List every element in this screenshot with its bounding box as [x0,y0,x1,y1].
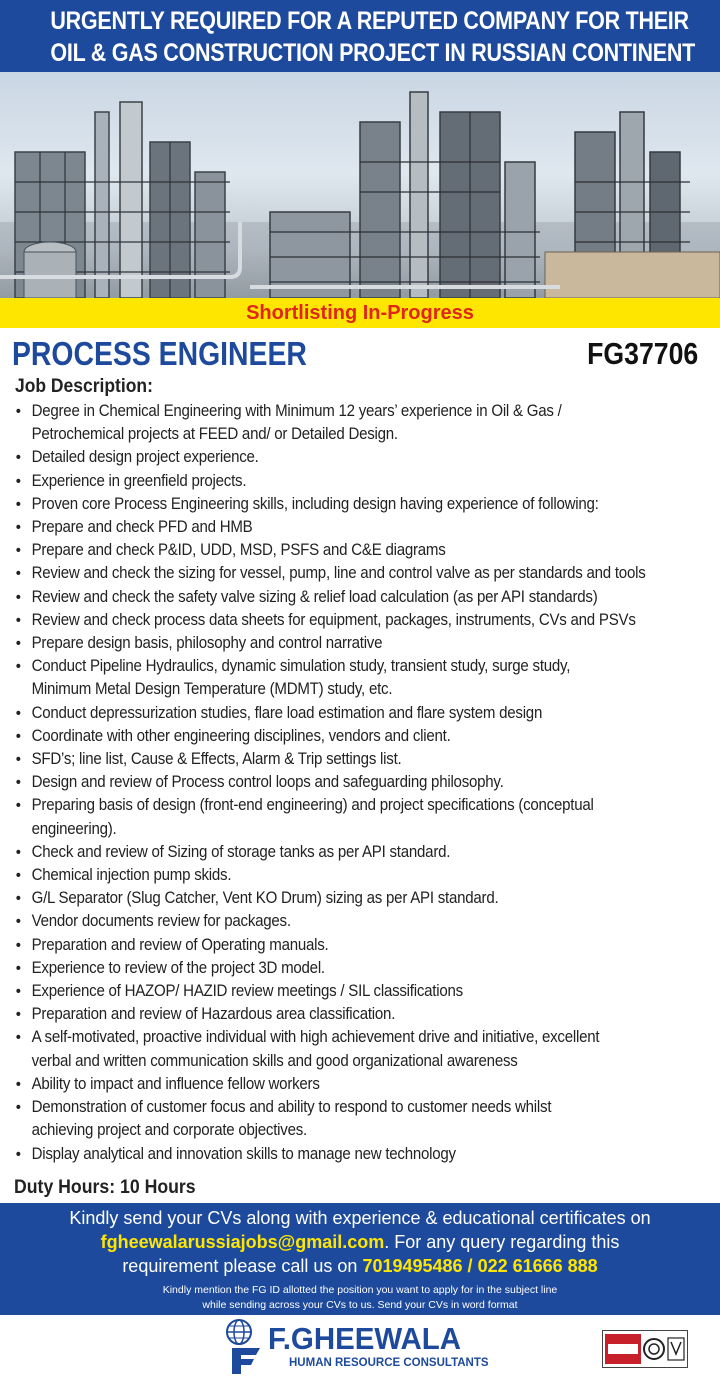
apply-instructions [0,1203,720,1315]
job-description-text: Conduct depressurization studies, flare load estimation and flare system design [31,703,543,722]
job-description-text: Chemical injection pump skids. [31,866,232,885]
job-description-item [13,539,710,562]
job-description-text: Preparing basis of design (front-end engineering) and project specifications (conceptual [31,796,594,815]
job-description-text: Design and review of Process control loops and safeguarding philosophy. [31,773,504,792]
job-description-text: Check and review of Sizing of storage tanks as per API standard. [31,842,451,861]
job-description-text: A self-motivated, proactive individual with high achievement drive and initiative, excellent [31,1028,600,1047]
bullet-icon: • [15,890,21,908]
job-description-item [13,400,710,423]
job-description-text: Review and check the safety valve sizing & relief load calculation (as per API standards) [31,587,598,606]
bullet-icon: • [15,449,21,467]
job-description-text: Display analytical and innovation skills to manage new technology [31,1144,456,1163]
job-description-text: verbal and written communication skills and good organizational awareness [31,1051,518,1070]
job-code: FG37706 [586,336,698,371]
bullet-icon: • [15,843,21,861]
job-description-text: Experience in greenfield projects. [31,471,247,490]
job-description-item [13,493,710,516]
job-title: PROCESS ENGINEER [12,335,307,372]
apply-line-3-pre: requirement please call us on [122,1256,363,1276]
refinery-illustration-icon [0,72,720,298]
bullet-icon: • [15,867,21,885]
job-description-text: Degree in Chemical Engineering with Minimum 12 years’ experience in Oil & Gas / [31,402,562,420]
job-description-text: Prepare design basis, philosophy and control narrative [31,634,383,653]
apply-note-1: Kindly mention the FG ID allotted the position you want to apply for in the subject line [162,1284,558,1296]
job-description-item [13,864,710,887]
bullet-icon: • [15,1075,21,1093]
job-description-text: Ability to impact and influence fellow workers [31,1074,320,1093]
shortlist-status-banner: Shortlisting In-Progress [0,298,720,328]
title-row [12,334,708,376]
apply-note-2: while sending across your CVs to us. Send your CVs in word format [202,1299,518,1311]
job-description-item [13,470,710,493]
job-description-text: Review and check process data sheets for equipment, packages, instruments, CVs and PSVs [31,610,636,629]
headline-line-2: OIL & GAS CONSTRUCTION PROJECT IN RUSSIAN CONTINENT [50,39,696,67]
job-description-item [13,678,710,701]
bullet-icon: • [15,1099,21,1117]
job-description-text: engineering). [31,819,117,838]
job-description-text: Preparation and review of Hazardous area classification. [31,1005,396,1024]
job-description-list [13,400,713,1166]
bullet-icon: • [15,588,21,606]
bullet-icon: • [15,611,21,629]
job-description-item [13,586,710,609]
headline-banner [0,0,720,72]
bullet-icon: • [15,704,21,722]
bullet-icon: • [15,913,21,931]
job-description-item [13,957,710,980]
bullet-icon: • [15,519,21,537]
job-description-text: Prepare and check PFD and HMB [31,518,253,537]
job-description-item [13,887,710,910]
job-description-item [13,771,710,794]
job-description-item [13,1119,710,1142]
bullet-icon: • [15,1029,21,1047]
job-description-text: Vendor documents review for packages. [31,912,291,931]
job-description-text: Prepare and check P&ID, UDD, MSD, PSFS and C&E diagrams [31,541,446,560]
bullet-icon: • [15,1006,21,1024]
bullet-icon: • [15,658,21,676]
bullet-icon: • [15,472,21,490]
apply-email[interactable]: fgheewalarussiajobs@gmail.com [100,1232,385,1252]
bureau-veritas-certification-icon [602,1330,688,1368]
apply-line-2 [0,1230,720,1254]
job-description-item [13,1050,710,1073]
job-description-text: Minimum Metal Design Temperature (MDMT) study, etc. [31,680,393,699]
job-description-text: SFD’s; line list, Cause & Effects, Alarm & Trip settings list. [31,750,402,769]
job-description-item [13,841,710,864]
bullet-icon: • [15,727,21,745]
job-description-item [13,423,710,446]
job-description-item [13,1003,710,1026]
duty-hours: Duty Hours: 10 Hours [14,1177,196,1198]
apply-line-3 [0,1254,720,1278]
brand-tagline: HUMAN RESOURCE CONSULTANTS [289,1357,489,1369]
bullet-icon: • [15,797,21,815]
bullet-icon: • [15,1145,21,1163]
job-description-item [13,934,710,957]
bullet-icon: • [15,983,21,1001]
job-description-item [13,748,710,771]
job-description-item [13,446,710,469]
job-description-item [13,1073,710,1096]
bullet-icon: • [15,542,21,560]
bullet-icon: • [15,403,21,420]
apply-line-2-rest: . For any query regarding this [384,1232,620,1252]
job-description-text: Conduct Pipeline Hydraulics, dynamic simulation study, transient study, surge study, [31,657,571,676]
job-description-text: G/L Separator (Slug Catcher, Vent KO Drum) sizing as per API standard. [31,889,499,908]
job-description-item [13,609,710,632]
job-description-text: Experience to review of the project 3D model. [31,958,325,977]
job-description-text: Demonstration of customer focus and ability to respond to customer needs whilst [31,1098,552,1117]
job-description-item [13,818,710,841]
job-description-text: Experience of HAZOP/ HAZID review meetings / SIL classifications [31,982,463,1001]
bullet-icon: • [15,565,21,583]
job-description-text: Petrochemical projects at FEED and/ or Detailed Design. [31,425,398,444]
job-description-text: Coordinate with other engineering disciplines, vendors and client. [31,726,451,745]
job-description-item [13,516,710,539]
globe-f-logo-icon [222,1318,266,1376]
bullet-icon: • [15,774,21,792]
job-description-item [13,794,710,817]
bullet-icon: • [15,751,21,769]
job-description-item [13,632,710,655]
bullet-icon: • [15,936,21,954]
job-description-item [13,562,710,585]
job-description-item [13,1143,710,1166]
job-description-item [13,725,710,748]
refinery-photo [0,72,720,298]
job-description-item [13,910,710,933]
bullet-icon: • [15,495,21,513]
bullet-icon: • [15,635,21,653]
job-description-item [13,1026,710,1049]
bullet-icon: • [15,959,21,977]
job-description-text: Preparation and review of Operating manuals. [31,935,329,954]
job-description-item [13,702,710,725]
job-description-item [13,1096,710,1119]
job-description-text: Review and check the sizing for vessel, pump, line and control valve as per standards and tools [31,564,646,583]
apply-phones[interactable]: 7019495486 / 022 61666 888 [362,1256,598,1276]
apply-line-1: Kindly send your CVs along with experience & educational certificates on [69,1208,651,1228]
job-description-text: Proven core Process Engineering skills, including design having experience of following: [31,494,599,513]
job-description-text: achieving project and corporate objectives. [31,1121,307,1140]
job-description-heading: Job Description: [15,376,153,397]
headline-line-1: URGENTLY REQUIRED FOR A REPUTED COMPANY FOR THEIR [50,7,689,35]
job-description-item [13,655,710,678]
job-description-item [13,980,710,1003]
job-description-text: Detailed design project experience. [31,448,259,467]
brand-name: F.GHEEWALA [268,1321,462,1356]
